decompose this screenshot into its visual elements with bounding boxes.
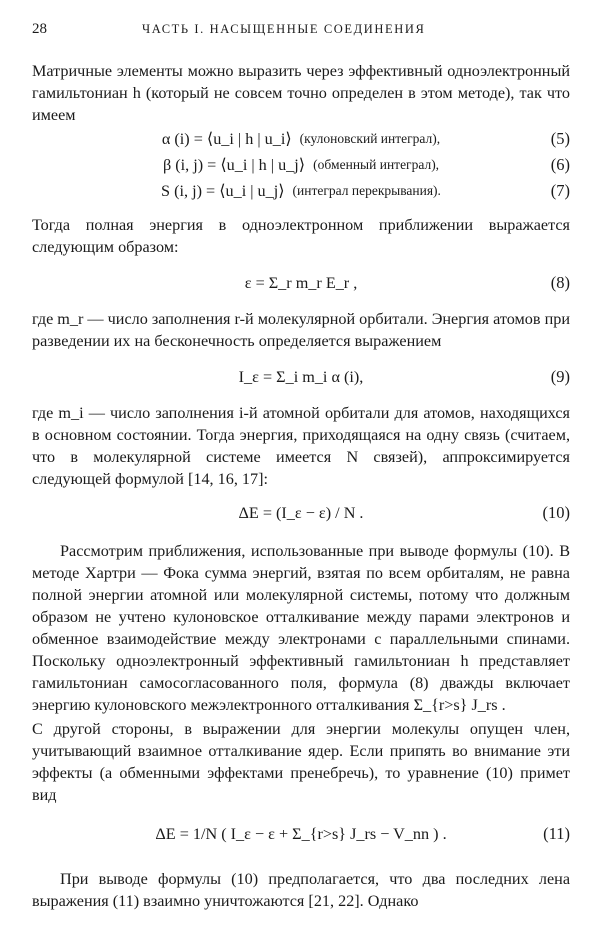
equation-5-note: (кулоновский интеграл),: [299, 131, 441, 146]
equation-5-body: α (i) = ⟨u_i | h | u_i⟩: [161, 130, 292, 148]
page-number: 28: [32, 21, 47, 37]
equation-10-number: (10): [542, 503, 570, 522]
equation-9-body: I_ε = Σ_i m_i α (i),: [238, 368, 364, 386]
paragraph-1: Матричные элементы можно выразить через эффективный одноэлектронный гамильтониан h (который не совсем точно определен в этом методе), так что имеем: [32, 62, 570, 124]
equation-10: [32, 496, 570, 530]
equation-6: [32, 154, 570, 176]
equation-6-body: β (i, j) = ⟨u_i | h | u_j⟩: [162, 156, 306, 174]
equation-8: [32, 266, 570, 300]
running-title: ЧАСТЬ I. НАСЫЩЕННЫЕ СОЕДИНЕНИЯ: [142, 22, 426, 36]
equation-11-number: (11): [543, 824, 570, 843]
equation-5-number: (5): [550, 129, 570, 148]
equation-7: [32, 180, 570, 202]
equation-9-number: (9): [550, 367, 570, 386]
equation-6-note: (обменный интеграл),: [313, 157, 440, 172]
equation-5: [32, 128, 570, 150]
paragraph-5b: С другой стороны, в выражении для энергии молекулы опущен член, учитывающий взаимное отталкивание ядер. Если припять во внимание эти эффекты (а обменными эффектами пренебречь), то уравнение (10) примет вид: [32, 720, 570, 804]
paragraph-3: где m_r — число заполнения r-й молекулярной орбитали. Энергия атомов при разведении их на бесконечность определяется выражением: [32, 310, 570, 350]
equation-9: [32, 360, 570, 394]
paragraph-5a: [32, 540, 570, 716]
paragraph-6: При выводе формулы (10) предполагается, что два последних лена выражения (11) взаимно уничтожаются [21, 22]. Однако: [32, 870, 570, 910]
equation-8-number: (8): [550, 273, 570, 292]
paragraph-2: Тогда полная энергия в одноэлектронном приближении выражается следующим образом:: [32, 216, 570, 256]
paragraph-5a-text: Рассмотрим приближения, использованные при выводе формулы (10). В методе Хартри — Фока сумма энергий, взятая по всем орбиталям, не равна полной энергии атомной или молекулярной системы, потому что должным образом не учтено кулоновское отталкивание между парами электронов и обменное взаимодействие между электронами с параллельными спинами. Поскольку одноэлектронный эффективный гамильтониан h представляет гамильтониан самосогласованного поля, формула (8) дважды включает энергию кулоновского межэлектронного отталкивания: [32, 542, 570, 714]
equation-8-body: ε = Σ_r m_r E_r ,: [244, 274, 358, 292]
equation-7-number: (7): [550, 181, 570, 200]
equation-11-body: ΔE = 1/N ( I_ε − ε + Σ_{r>s} J_rs − V_nn ) .: [155, 825, 447, 843]
equation-7-body: S (i, j) = ⟨u_i | u_j⟩: [161, 182, 285, 200]
page-header: [32, 18, 570, 42]
inline-sum: Σ_{r>s} J_rs .: [413, 696, 506, 714]
equation-7-note: (интеграл перекрывания).: [292, 183, 441, 198]
equation-11: [32, 814, 570, 854]
paragraph-4: где m_i — число заполнения i-й атомной орбитали для атомов, находящихся в основном состоянии. Тогда энергия, приходящаяся на одну связь (считаем, что в молекулярной системе имеется N связей), аппроксимируется следующей формулой [14, 16, 17]:: [32, 404, 570, 488]
equation-10-body: ΔE = (I_ε − ε) / N .: [238, 504, 364, 522]
equation-6-number: (6): [550, 155, 570, 174]
